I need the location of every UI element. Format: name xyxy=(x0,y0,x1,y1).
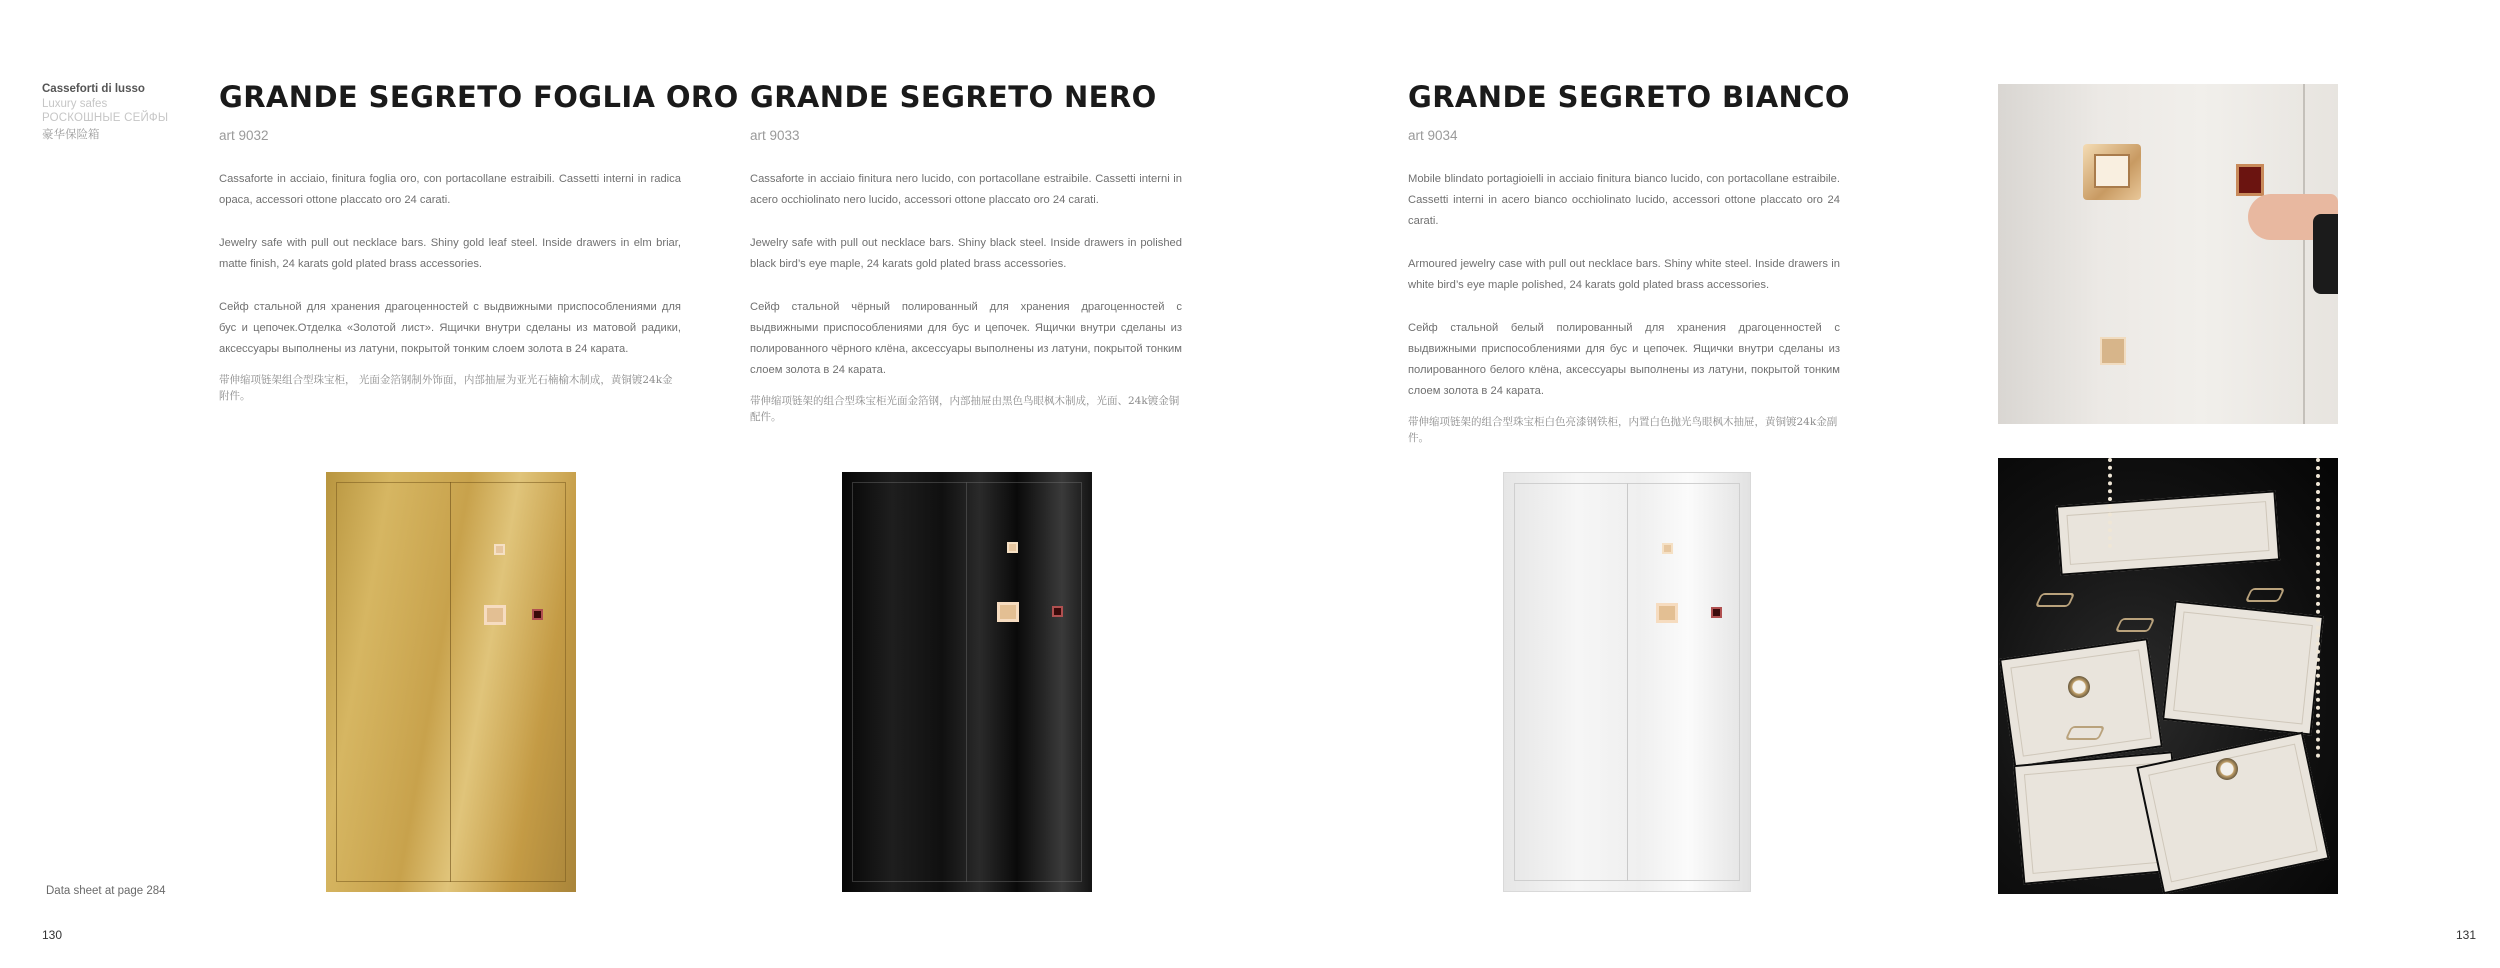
drawer-handle-icon xyxy=(2245,588,2286,602)
drawer-handle-icon xyxy=(2035,593,2076,607)
detail-photo-drawers xyxy=(1998,458,2338,894)
lock-icon xyxy=(2100,337,2126,365)
product-nero xyxy=(750,80,1182,425)
drawer-handle-icon xyxy=(2115,618,2156,632)
description-ru: Сейф стальной чёрный полированный для хранения драгоценностей с выдвижными приспособлениями для бус и цепочек. Ящички внутри сделаны из полированного чёрного клёна, аксессуары выполнены из латуни, покрытой тонким слоем золота в 24 карата. xyxy=(750,301,1182,376)
product-title: GRANDE SEGRETO FOGLIA ORO xyxy=(219,80,739,114)
description-zh: 带伸缩项链架的组合型珠宝柜白色亮漆钢铁柜，内置白色抛光鸟眼枫木抽屉，黄铜镀24k金副件。 xyxy=(1408,416,1838,444)
keypad-icon xyxy=(2236,164,2264,196)
product-title: GRANDE SEGRETO BIANCO xyxy=(1408,80,1850,114)
drawer-handle-icon xyxy=(2065,726,2106,740)
handle-icon xyxy=(484,605,506,625)
handle-icon xyxy=(997,602,1019,622)
detail-photo-lock xyxy=(1998,84,2338,424)
description-en: Jewelry safe with pull out necklace bars. Shiny black steel. Inside drawers in polished black bird’s eye maple, 24 karats gold plated brass accessories. xyxy=(750,237,1182,270)
description-it: Cassaforte in acciaio finitura nero lucido, con portacollane estraibile. Cassetti interni in acero occhiolinato nero lucido, accessori ottone placcato oro 24 carati. xyxy=(750,173,1182,206)
product-title: GRANDE SEGRETO NERO xyxy=(750,80,1157,114)
lock-icon xyxy=(1662,543,1673,554)
description-en: Jewelry safe with pull out necklace bars. Shiny gold leaf steel. Inside drawers in elm briar, matte finish, 24 karats gold plated brass accessories. xyxy=(219,237,681,270)
description-it: Mobile blindato portagioielli in acciaio finitura bianco lucido, con portacollane estraibile. Cassetti interni in acero bianco occhiolinato lucido, accessori ottone placcato oro 24 carati. xyxy=(1408,173,1840,227)
panel-edge xyxy=(2303,84,2305,424)
keypad-icon xyxy=(1711,607,1722,618)
lock-icon xyxy=(494,544,505,555)
cabinet-bianco-image xyxy=(1503,472,1751,892)
drawer xyxy=(2056,490,2280,575)
description-en: Armoured jewelry case with pull out necklace bars. Shiny white steel. Inside drawers in white bird’s eye maple polished, 24 karats gold plated brass accessories. xyxy=(1408,258,1840,291)
door-split xyxy=(450,482,451,882)
door-split xyxy=(966,482,967,882)
earring-image xyxy=(2068,676,2090,698)
product-oro xyxy=(219,80,739,404)
page-number-right: 131 xyxy=(2455,928,2476,942)
handle-icon xyxy=(1656,603,1678,623)
section-title-ru: РОСКОШНЫЕ СЕЙФЫ xyxy=(42,112,169,124)
keypad-icon xyxy=(532,609,543,620)
pearl-necklace-image xyxy=(2316,458,2326,758)
watch-image xyxy=(2216,758,2238,780)
description-ru: Сейф стальной для хранения драгоценностей с выдвижными приспособлениями для бус и цепочек.Отделка «Золотой лист». Ящички внутри сделаны из матовой радики, аксессуары выполнены из латуни, покрытой тонким слоем золота в 24 карата. xyxy=(219,301,681,355)
page-number-left: 130 xyxy=(42,928,63,942)
section-title-zh: 豪华保险箱 xyxy=(42,129,100,141)
datasheet-reference: Data sheet at page 284 xyxy=(46,885,166,897)
drawer xyxy=(2162,600,2324,735)
necklace-image xyxy=(2108,458,2118,548)
sleeve-image xyxy=(2313,214,2338,294)
description-it: Cassaforte in acciaio, finitura foglia oro, con portacollane estraibili. Cassetti interni in radica opaca, accessori ottone placcato oro 24 carati. xyxy=(219,173,681,206)
drawer xyxy=(1999,638,2163,768)
cabinet-frame xyxy=(336,482,566,882)
product-bianco xyxy=(1408,80,1850,446)
keypad-icon xyxy=(1052,606,1063,617)
cabinet-nero-image xyxy=(842,472,1092,892)
article-number: art 9034 xyxy=(1408,128,1458,143)
lock-icon xyxy=(1007,542,1018,553)
article-number: art 9033 xyxy=(750,128,800,143)
description-zh: 带伸缩项链架组合型珠宝柜， 光面金箔钢制外饰面，内部抽屉为亚光石楠榆木制成，黄铜镀24k金附件。 xyxy=(219,374,673,402)
article-number: art 9032 xyxy=(219,128,269,143)
door-split xyxy=(1627,483,1628,881)
gold-handle-icon xyxy=(2083,144,2141,200)
section-title-en: Luxury safes xyxy=(42,98,108,110)
description-ru: Сейф стальной белый полированный для хранения драгоценностей с выдвижными приспособлениями для бус и цепочек. Ящички внутри сделаны из полированного белого клёна, аксессуары выполнены из латуни, покрытой тонким слоем золота в 24 карата. xyxy=(1408,322,1840,397)
cabinet-frame xyxy=(852,482,1082,882)
description-zh: 带伸缩项链架的组合型珠宝柜光面金箔钢，内部抽屉由黑色鸟眼枫木制成，光面、24k镀金铜配件。 xyxy=(750,395,1180,423)
section-title: Casseforti di lusso xyxy=(42,83,145,95)
cabinet-oro-image xyxy=(326,472,576,892)
